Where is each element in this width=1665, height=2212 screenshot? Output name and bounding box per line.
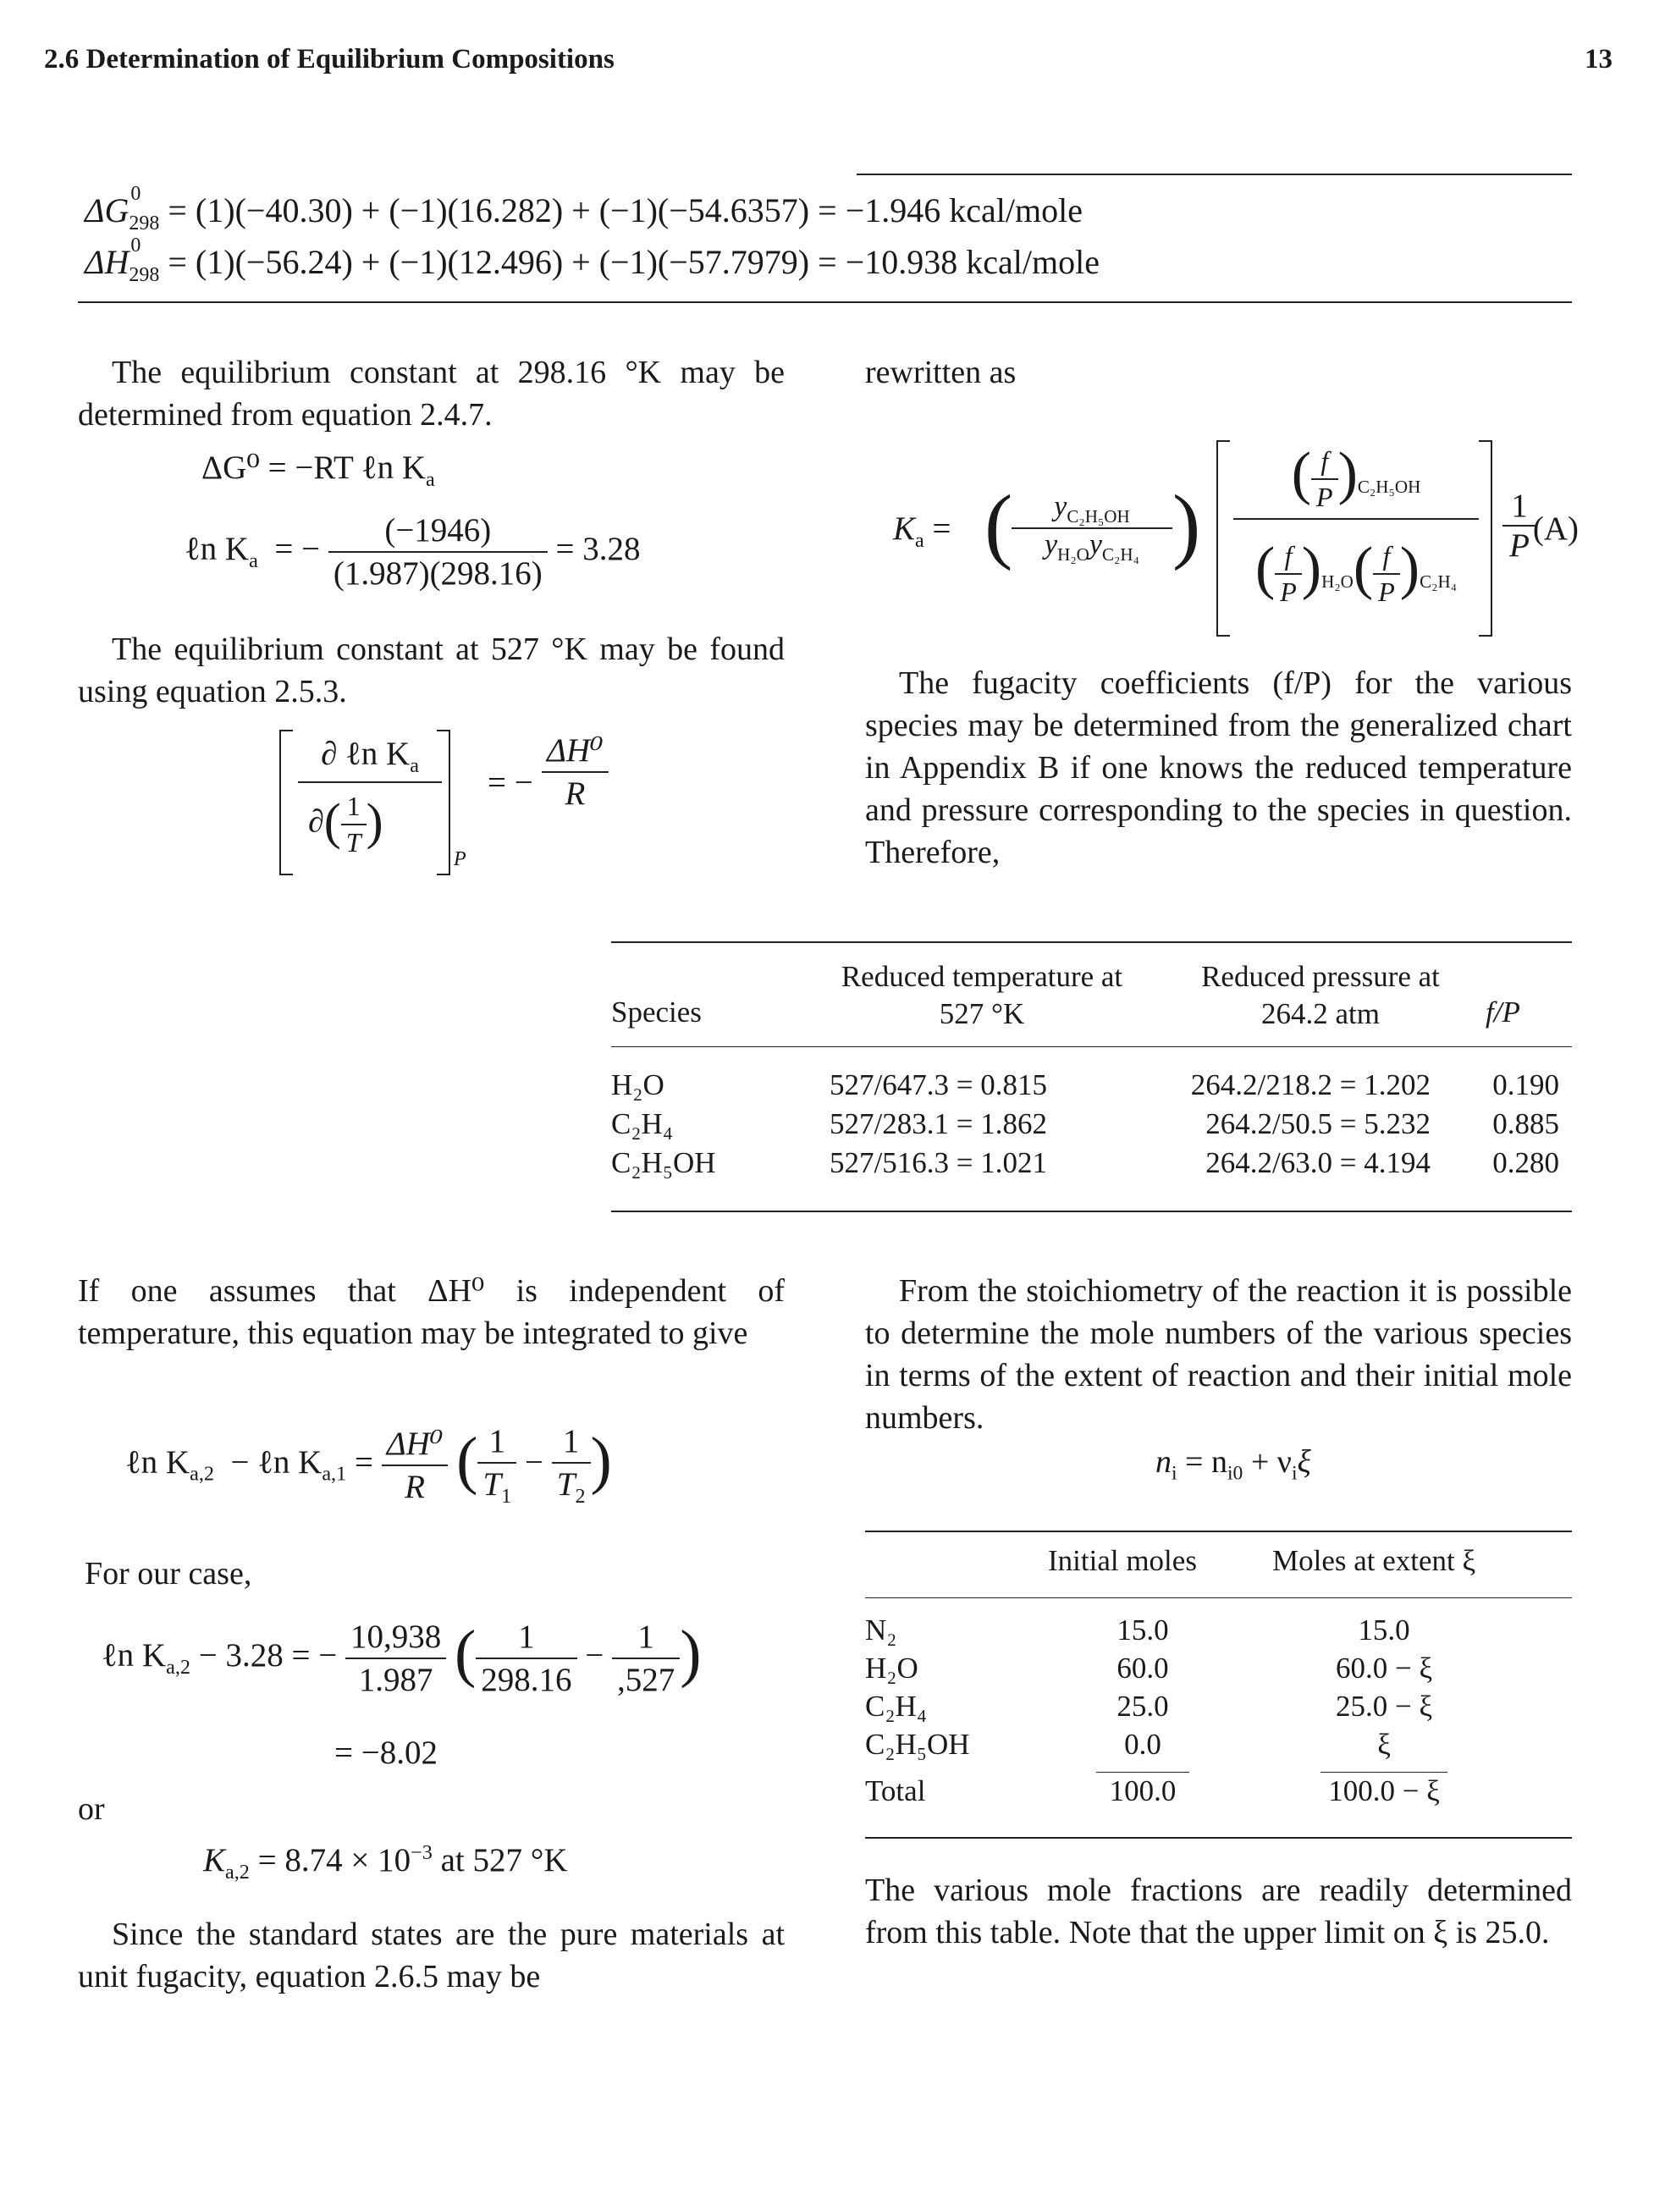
dg-sup: 0 <box>130 183 141 205</box>
eqA-label: (A) <box>1532 510 1579 547</box>
eqA-y-den2-sub: C₂H₄ <box>1102 543 1139 565</box>
right-bracket <box>437 730 450 875</box>
table1-head-fp: f/P <box>1486 996 1520 1029</box>
eq2-numerator: (−1946) <box>328 511 548 553</box>
eq4-sub1: a,1 <box>322 1462 347 1486</box>
table2-sum-rule-extent <box>1320 1772 1447 1773</box>
delta-g-symbol: ΔG <box>85 191 130 229</box>
eqA-p2: P <box>1280 576 1297 608</box>
eq5-lhs2: − 3.28 = <box>198 1637 311 1674</box>
delta-h-equation <box>85 234 1100 287</box>
eqA-ka-sub: a <box>915 528 924 552</box>
dg-expression: = (1)(−40.30) + (−1)(16.282) + (−1)(−54.6357) = −1.946 kcal/mole <box>168 191 1083 229</box>
eqn-rhs1: = n <box>1185 1444 1227 1480</box>
eqA-p1: P <box>1316 482 1333 513</box>
eqA-p3: P <box>1378 576 1395 608</box>
table2-cell-extent: 25.0 − ξ <box>1335 1690 1433 1723</box>
table1-head-species: Species <box>611 996 702 1029</box>
eq4-frac-den: R <box>405 1468 425 1505</box>
table2-cell-species: Total <box>865 1774 926 1807</box>
eq4-minus: − <box>222 1443 258 1481</box>
eqA-ka-k: K <box>893 510 916 547</box>
eqA-fp-den-sub1: H₂O <box>1321 571 1354 592</box>
eq4-lparen: ( <box>456 1424 478 1496</box>
top-rule-full <box>78 301 1572 303</box>
right-paragraph-3: From the stoichiometry of the reaction it is possible to determine the mole numbers of the various species in terms of the extent of reaction and their initial mole numbers. <box>865 1273 1572 1436</box>
eq2-lhs: ℓn K <box>185 530 250 567</box>
eqA-p4: P <box>1509 527 1530 564</box>
table1-cell-species: H₂O <box>611 1068 664 1101</box>
table2-sum-rule-initial <box>1096 1772 1189 1773</box>
eq1-sub: a <box>426 467 435 491</box>
eqA-y-paren-r: ) <box>1172 477 1201 571</box>
table2-cell-species: H₂O <box>865 1652 918 1685</box>
eq-van-t-hoff <box>279 730 635 874</box>
table1-cell-rt: 527/283.1 = 1.862 <box>830 1107 1047 1140</box>
eq-ka2 <box>203 1841 568 1884</box>
van-t-hoff-equals: = − <box>488 764 533 801</box>
table1-mid-rule <box>611 1046 1572 1047</box>
eqn-rhs1-sub: i0 <box>1227 1462 1243 1485</box>
eq5-d2: ,527 <box>617 1662 675 1699</box>
left-paragraph-or: or <box>78 1791 105 1827</box>
table1-cell-rt: 527/516.3 = 1.021 <box>830 1146 1047 1179</box>
eq4-frac-num: ΔH⁰ <box>382 1425 449 1466</box>
eqA-right-bracket <box>1479 440 1492 637</box>
delta-h-symbol: ΔH <box>85 243 130 281</box>
right-paragraph-2: The fugacity coefficients (f/P) for the various species may be determined from the generalized chart in Appendix B if one knows the reduced temperature and pressure corresponding to the species in question. Therefore, <box>865 665 1572 870</box>
table2-cell-extent: ξ <box>1377 1728 1391 1761</box>
vth-rhs-den: R <box>565 775 586 812</box>
eqA-y-num: y <box>1054 491 1067 522</box>
eq-integrated: ℓn $K_{a,2}$ − ℓn $K_{a,1}$ = $\frac{\text{ΔH⁰}}{R}$ ( $\frac{1}{T_1}$ − $\frac{1}{T_2}$ ) <box>125 1423 612 1508</box>
table1-cell-rp: 264.2/63.0 = 4.194 <box>1205 1146 1431 1179</box>
table1-head-rp-2: 264.2 atm <box>1261 997 1380 1030</box>
table2-cell-extent: 60.0 − ξ <box>1335 1652 1433 1685</box>
table2-cell-species: C₂H₅OH <box>865 1728 970 1761</box>
eqA-fp-den-sub2: C₂H₄ <box>1420 571 1458 592</box>
eq-result: = −8.02 <box>334 1735 438 1771</box>
eq-ln-ka <box>185 511 641 593</box>
eq4-lhs2: ℓn K <box>257 1443 323 1481</box>
table1-cell-species: C₂H₅OH <box>611 1146 716 1179</box>
eq2-lhs-sub: a <box>249 549 258 572</box>
eqn-n-i: i <box>1172 1462 1177 1485</box>
eq4-t2: T <box>556 1466 576 1503</box>
delta-g-equation <box>85 183 1083 235</box>
eq-mole-numbers <box>1155 1443 1311 1486</box>
eqA-y-paren-l: ( <box>984 477 1013 571</box>
eq7-rhs: = 8.74 × 10 <box>257 1842 411 1878</box>
table2-cell-extent: 100.0 − ξ <box>1328 1774 1440 1807</box>
eqn-n: n <box>1155 1444 1172 1480</box>
eqA-ka: $K_a$ = <box>893 510 951 552</box>
right-paragraph-4: The various mole fractions are readily determined from this table. Note that the upper limit on ξ is 25.0. <box>865 1873 1572 1950</box>
vth-rhs-num: ΔH⁰ <box>542 731 609 773</box>
table2-head-initial: Initial moles <box>1048 1544 1197 1577</box>
dh-expression: = (1)(−56.24) + (−1)(12.496) + (−1)(−57.7979) = −10.938 kcal/mole <box>168 243 1100 281</box>
table1-cell-rt: 527/647.3 = 0.815 <box>830 1068 1047 1101</box>
bracket-sub-p: P <box>454 848 466 870</box>
dh-sub: 298 <box>129 264 160 286</box>
eq4-sub2: a,2 <box>190 1462 214 1486</box>
eqA-one-over-p <box>1502 487 1536 565</box>
eq-A <box>893 432 1579 626</box>
eqA-fp-num: ( $\frac{f}{P}$ )$_{C_2H_5OH}$ <box>1233 440 1479 520</box>
table2-mid-rule <box>865 1597 1572 1598</box>
table1-bottom-rule <box>611 1211 1572 1212</box>
eq4-t1: T <box>482 1466 502 1503</box>
eqA-f3: f <box>1382 540 1391 571</box>
eq5-den: 1.987 <box>358 1662 433 1699</box>
eqn-rhs2-sub: i <box>1291 1462 1298 1485</box>
eq4-rparen: ) <box>590 1424 612 1496</box>
eq2-denominator: (1.987)(298.16) <box>333 555 543 592</box>
dg-sub: 298 <box>129 212 160 234</box>
eq7-k: K <box>203 1842 226 1878</box>
eqA-y-den1-sub: H₂O <box>1057 543 1089 565</box>
table1-cell-rp: 264.2/218.2 = 1.202 <box>1190 1068 1431 1101</box>
eqA-fp-den: ( $\frac{f}{P}$ )$_{H_2O}$( $\frac{f}{P}$ )$_{C_2H_4}$ <box>1254 536 1458 608</box>
table1-cell-fp: 0.280 <box>1492 1146 1559 1179</box>
left-bracket <box>279 730 293 875</box>
table2-cell-initial: 0.0 <box>1124 1728 1161 1761</box>
left-paragraph-1: The equilibrium constant at 298.16 °K may be determined from equation 2.4.7. <box>78 355 785 433</box>
eqA-f1: f <box>1320 445 1329 477</box>
table2-cell-species: C₂H₄ <box>865 1690 928 1723</box>
eq4-t2-sub: 2 <box>575 1484 586 1508</box>
table1-cell-fp: 0.190 <box>1492 1068 1559 1101</box>
table1-head-rp <box>1160 958 1481 1033</box>
top-rule-short <box>857 174 1572 175</box>
deriv-num-text: ∂ ℓn K <box>321 736 411 772</box>
table2-head-extent: Moles at extent ξ <box>1272 1544 1476 1577</box>
eq2-rhs: = 3.28 <box>555 530 641 567</box>
deriv-num-sub: a <box>410 753 419 777</box>
eq5-frac <box>345 1618 446 1699</box>
eqA-y-den1: y <box>1045 528 1058 560</box>
eq5-lhs-sub: a,2 <box>166 1655 190 1679</box>
table1-head-rt-1: Reduced temperature at <box>841 960 1123 993</box>
table2-cell-species: N₂ <box>865 1613 897 1647</box>
right-paragraph-1: rewritten as <box>865 355 1017 390</box>
table1-cell-fp: 0.885 <box>1492 1107 1559 1140</box>
eq7-sub: a,2 <box>225 1860 250 1884</box>
left-paragraph-3: If one assumes that ΔH⁰ is independent of temperature, this equation may be integrated to give <box>78 1273 785 1351</box>
eqA-one: 1 <box>1502 487 1536 527</box>
eqA-y-num-sub: C₂H₅OH <box>1067 505 1130 527</box>
table1-head-rt-2: 527 °K <box>939 997 1025 1030</box>
eq4-t1-sub: 1 <box>501 1484 512 1508</box>
eq5-lhs: ℓn K <box>102 1637 167 1674</box>
eqA-f2: f <box>1284 540 1293 571</box>
section-title: 2.6 Determination of Equilibrium Compositions <box>44 44 615 74</box>
eqA-y-den2: y <box>1089 528 1102 560</box>
eq1-text: ΔG⁰ = −RT ℓn K <box>201 450 427 486</box>
eq4-frac <box>382 1425 449 1506</box>
table2-top-rule <box>865 1531 1572 1532</box>
table1-cell-species: C₂H₄ <box>611 1107 674 1140</box>
eqA-left-bracket <box>1216 440 1230 637</box>
eqA-fp-num-sub: C₂H₅OH <box>1357 476 1421 497</box>
left-paragraph-5: Since the standard states are the pure materials at unit fugacity, equation 2.6.5 may be <box>78 1917 785 1994</box>
eq4-equals: = <box>354 1443 382 1481</box>
eqA-y-frac <box>1012 491 1172 565</box>
eq2-equals: = − <box>266 530 321 567</box>
van-t-hoff-rhs <box>542 731 609 813</box>
table1-head-rp-1: Reduced pressure at <box>1201 960 1440 993</box>
table1-cell-rp: 264.2/50.5 = 5.232 <box>1205 1107 1431 1140</box>
table2-bottom-rule <box>865 1837 1572 1839</box>
eq-delta-g-rt <box>201 449 435 492</box>
eq7-exp: −3 <box>411 1841 433 1864</box>
page-number: 13 <box>1585 44 1613 74</box>
eqn-xi: ξ <box>1297 1444 1311 1480</box>
table2-cell-initial: 15.0 <box>1116 1613 1169 1647</box>
derivative-numerator <box>298 735 442 783</box>
dh-sup: 0 <box>130 234 141 257</box>
table2-cell-initial: 100.0 <box>1109 1774 1177 1807</box>
eq-our-case: ℓn $K_{a,2} - 3.28$ = − $\frac{10,938}{1.987}$ ( $\frac{1}{298.16}$ − $\frac{1}{,527}$ ) <box>102 1618 702 1699</box>
table1-head-rt <box>791 958 1172 1033</box>
left-paragraph-2: The equilibrium constant at 527 °K may be found using equation 2.5.3. <box>78 632 785 709</box>
table1-top-rule <box>611 941 1572 943</box>
eq5-d1: 298.16 <box>481 1662 572 1699</box>
eq7-tail: at 527 °K <box>440 1842 568 1878</box>
eq4-lhs1: ℓn K <box>125 1443 190 1481</box>
table2-cell-initial: 25.0 <box>1116 1690 1169 1723</box>
table2-cell-extent: 15.0 <box>1358 1613 1410 1647</box>
eqn-rhs2: + ν <box>1250 1444 1292 1480</box>
eq2-fraction <box>328 511 548 593</box>
derivative-denominator: ∂( $\frac{1}{T}$ ) <box>308 791 383 858</box>
eq5-num: 10,938 <box>345 1618 446 1659</box>
left-paragraph-4: For our case, <box>85 1556 252 1591</box>
table2-cell-initial: 60.0 <box>1116 1652 1169 1685</box>
